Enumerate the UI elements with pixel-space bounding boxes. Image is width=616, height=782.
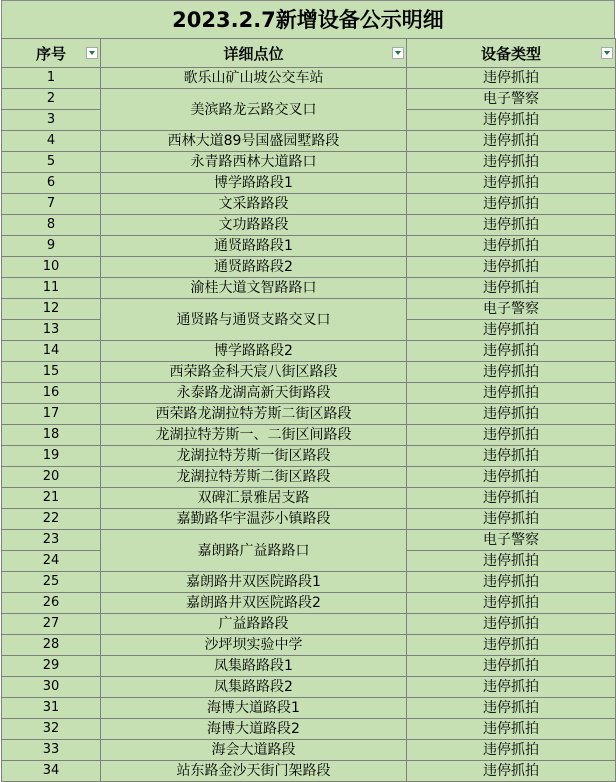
- cell-location[interactable]: 嘉朗路井双医院路段1: [101, 572, 407, 593]
- cell-seq[interactable]: 5: [2, 152, 101, 173]
- table-row: [2, 614, 616, 635]
- header-type-label: 设备类型: [480, 44, 541, 63]
- cell-type[interactable]: 违停抓拍: [407, 257, 616, 278]
- cell-seq[interactable]: 4: [2, 131, 101, 152]
- table-row: [2, 152, 616, 173]
- cell-location[interactable]: 文采路路段: [101, 194, 407, 215]
- table-row: [2, 635, 616, 656]
- cell-location[interactable]: 通贤路路段1: [101, 236, 407, 257]
- cell-seq[interactable]: 33: [2, 740, 101, 761]
- table-row: [2, 362, 616, 383]
- cell-type[interactable]: 违停抓拍: [407, 698, 616, 719]
- cell-type[interactable]: 违停抓拍: [407, 68, 616, 89]
- header-location-label: 详细点位: [223, 44, 284, 63]
- cell-location[interactable]: 海博大道路段1: [101, 698, 407, 719]
- cell-location[interactable]: 凤集路路段1: [101, 656, 407, 677]
- table-row: [2, 131, 616, 152]
- cell-location[interactable]: 沙坪坝实验中学: [101, 635, 407, 656]
- table-row: [2, 509, 616, 530]
- cell-type[interactable]: 违停抓拍: [407, 131, 616, 152]
- cell-type[interactable]: 违停抓拍: [407, 740, 616, 761]
- cell-seq[interactable]: 18: [2, 425, 101, 446]
- filter-dropdown-icon[interactable]: [601, 47, 613, 59]
- filter-dropdown-icon[interactable]: [392, 47, 404, 59]
- cell-seq[interactable]: 12: [2, 299, 101, 320]
- cell-location[interactable]: 龙湖拉特芳斯二街区路段: [101, 467, 407, 488]
- cell-location[interactable]: 广益路路段: [101, 614, 407, 635]
- cell-seq[interactable]: 1: [2, 68, 101, 89]
- cell-seq[interactable]: 14: [2, 341, 101, 362]
- header-seq: [2, 39, 101, 68]
- cell-type[interactable]: 违停抓拍: [407, 761, 616, 782]
- cell-seq[interactable]: 25: [2, 572, 101, 593]
- spreadsheet: [1, 0, 615, 782]
- cell-type[interactable]: 违停抓拍: [407, 677, 616, 698]
- header-seq-label: 序号: [35, 44, 66, 63]
- table-row: [2, 572, 616, 593]
- cell-seq[interactable]: 23: [2, 530, 101, 551]
- cell-type[interactable]: 违停抓拍: [407, 572, 616, 593]
- cell-location[interactable]: 博学路路段1: [101, 173, 407, 194]
- sheet-title: 2023.2.7新增设备公示明细: [1, 0, 615, 38]
- cell-seq[interactable]: 11: [2, 278, 101, 299]
- cell-type[interactable]: 违停抓拍: [407, 467, 616, 488]
- cell-seq[interactable]: 31: [2, 698, 101, 719]
- cell-type[interactable]: 违停抓拍: [407, 152, 616, 173]
- cell-location[interactable]: 凤集路路段2: [101, 677, 407, 698]
- cell-location[interactable]: 西荣路金科天宸八街区路段: [101, 362, 407, 383]
- cell-location[interactable]: 嘉勤路华宇温莎小镇路段: [101, 509, 407, 530]
- cell-seq[interactable]: 20: [2, 467, 101, 488]
- cell-type[interactable]: 违停抓拍: [407, 236, 616, 257]
- cell-seq[interactable]: 9: [2, 236, 101, 257]
- cell-type[interactable]: 违停抓拍: [407, 446, 616, 467]
- table-row: [2, 719, 616, 740]
- cell-seq[interactable]: 6: [2, 173, 101, 194]
- cell-seq[interactable]: 3: [2, 110, 101, 131]
- table-row: [2, 236, 616, 257]
- cell-seq[interactable]: 34: [2, 761, 101, 782]
- cell-type[interactable]: 违停抓拍: [407, 509, 616, 530]
- table-row: [2, 698, 616, 719]
- cell-location[interactable]: 海博大道路段2: [101, 719, 407, 740]
- table-row: [2, 257, 616, 278]
- cell-type[interactable]: 违停抓拍: [407, 383, 616, 404]
- cell-seq[interactable]: 27: [2, 614, 101, 635]
- cell-type[interactable]: 违停抓拍: [407, 614, 616, 635]
- cell-location[interactable]: 永青路西林大道路口: [101, 152, 407, 173]
- cell-type[interactable]: 违停抓拍: [407, 635, 616, 656]
- header-type: [407, 39, 616, 68]
- cell-location[interactable]: 站东路金沙天街门架路段: [101, 761, 407, 782]
- cell-type[interactable]: 违停抓拍: [407, 215, 616, 236]
- table-row: [2, 446, 616, 467]
- cell-location[interactable]: 龙湖拉特芳斯一、二街区间路段: [101, 425, 407, 446]
- cell-location[interactable]: 西荣路龙湖拉特芳斯二街区路段: [101, 404, 407, 425]
- cell-type[interactable]: 违停抓拍: [407, 404, 616, 425]
- table-row: [2, 656, 616, 677]
- cell-seq[interactable]: 19: [2, 446, 101, 467]
- cell-location[interactable]: 嘉朗路井双医院路段2: [101, 593, 407, 614]
- cell-seq[interactable]: 7: [2, 194, 101, 215]
- cell-location[interactable]: 海会大道路段: [101, 740, 407, 761]
- cell-type[interactable]: 电子警察: [407, 299, 616, 320]
- cell-type[interactable]: 违停抓拍: [407, 719, 616, 740]
- table-row: [2, 761, 616, 782]
- cell-seq[interactable]: 32: [2, 719, 101, 740]
- cell-type[interactable]: 违停抓拍: [407, 488, 616, 509]
- cell-seq[interactable]: 29: [2, 656, 101, 677]
- cell-type[interactable]: 违停抓拍: [407, 110, 616, 131]
- table-row: [2, 404, 616, 425]
- cell-type[interactable]: 违停抓拍: [407, 320, 616, 341]
- cell-type[interactable]: 电子警察: [407, 89, 616, 110]
- table-row: [2, 89, 616, 110]
- table-row: [2, 740, 616, 761]
- table-row: [2, 341, 616, 362]
- cell-location[interactable]: 美滨路龙云路交叉口: [101, 89, 407, 131]
- cell-seq[interactable]: 21: [2, 488, 101, 509]
- cell-type[interactable]: 电子警察: [407, 530, 616, 551]
- table-row: [2, 278, 616, 299]
- cell-seq[interactable]: 24: [2, 551, 101, 572]
- table-row: [2, 530, 616, 551]
- device-table: [1, 38, 616, 782]
- cell-location[interactable]: 文功路路段: [101, 215, 407, 236]
- cell-seq[interactable]: 15: [2, 362, 101, 383]
- filter-dropdown-icon[interactable]: [86, 47, 98, 59]
- cell-seq[interactable]: 22: [2, 509, 101, 530]
- cell-type[interactable]: 违停抓拍: [407, 551, 616, 572]
- table-body: [2, 68, 616, 782]
- table-row: [2, 467, 616, 488]
- table-row: [2, 215, 616, 236]
- cell-location[interactable]: 龙湖拉特芳斯一街区路段: [101, 446, 407, 467]
- cell-seq[interactable]: 26: [2, 593, 101, 614]
- cell-type[interactable]: 违停抓拍: [407, 194, 616, 215]
- cell-seq[interactable]: 8: [2, 215, 101, 236]
- cell-type[interactable]: 违停抓拍: [407, 341, 616, 362]
- cell-location[interactable]: 双碑汇景雅居支路: [101, 488, 407, 509]
- cell-location[interactable]: 永泰路龙湖高新天街路段: [101, 383, 407, 404]
- table-row: [2, 68, 616, 89]
- cell-location[interactable]: 歌乐山矿山坡公交车站: [101, 68, 407, 89]
- cell-seq[interactable]: 2: [2, 89, 101, 110]
- table-row: [2, 488, 616, 509]
- cell-seq[interactable]: 30: [2, 677, 101, 698]
- cell-location[interactable]: 博学路路段2: [101, 341, 407, 362]
- cell-location[interactable]: 通贤路与通贤支路交叉口: [101, 299, 407, 341]
- table-row: [2, 425, 616, 446]
- cell-type[interactable]: 违停抓拍: [407, 173, 616, 194]
- table-row: [2, 593, 616, 614]
- cell-location[interactable]: 渝桂大道文智路路口: [101, 278, 407, 299]
- table-row: [2, 677, 616, 698]
- table-row: [2, 383, 616, 404]
- cell-seq[interactable]: 13: [2, 320, 101, 341]
- header-location: [101, 39, 407, 68]
- cell-type[interactable]: 违停抓拍: [407, 425, 616, 446]
- cell-seq[interactable]: 17: [2, 404, 101, 425]
- table-row: [2, 299, 616, 320]
- cell-type[interactable]: 违停抓拍: [407, 593, 616, 614]
- cell-location[interactable]: 西林大道89号国盛园墅路段: [101, 131, 407, 152]
- cell-seq[interactable]: 16: [2, 383, 101, 404]
- table-row: [2, 173, 616, 194]
- cell-location[interactable]: 嘉朗路广益路路口: [101, 530, 407, 572]
- header-row: [2, 39, 616, 68]
- cell-seq[interactable]: 10: [2, 257, 101, 278]
- cell-type[interactable]: 违停抓拍: [407, 656, 616, 677]
- cell-type[interactable]: 违停抓拍: [407, 278, 616, 299]
- cell-seq[interactable]: 28: [2, 635, 101, 656]
- cell-location[interactable]: 通贤路路段2: [101, 257, 407, 278]
- cell-type[interactable]: 违停抓拍: [407, 362, 616, 383]
- table-row: [2, 194, 616, 215]
